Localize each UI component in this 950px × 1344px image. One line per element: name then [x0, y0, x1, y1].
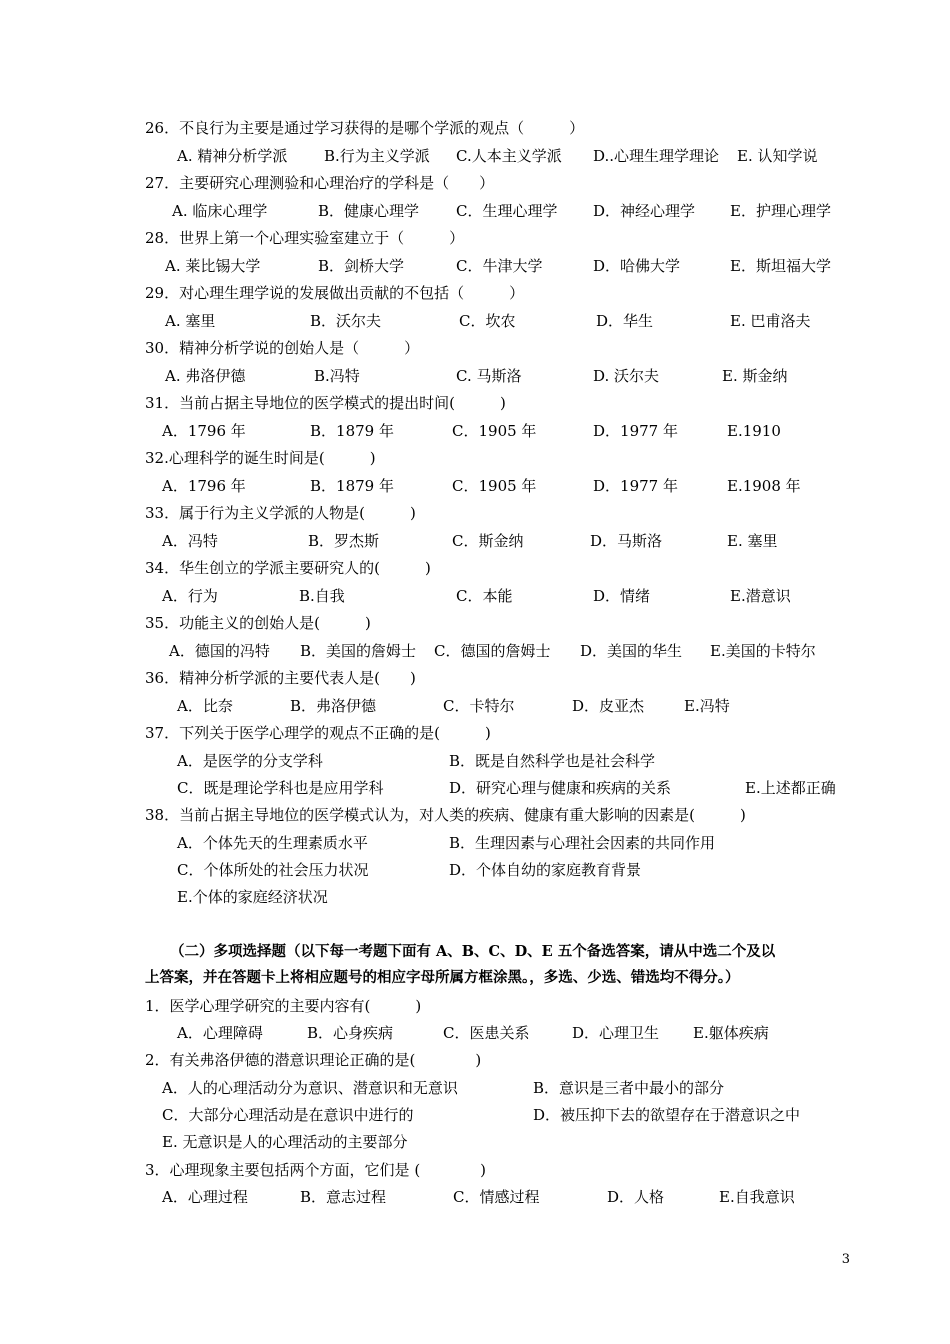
option: D．华生 — [596, 312, 654, 330]
option: B．心身疾病 — [307, 1024, 394, 1042]
option: B．意识是三者中最小的部分 — [533, 1079, 725, 1097]
option: A. 莱比锡大学 — [165, 257, 261, 275]
option: C.人本主义学派 — [456, 147, 562, 165]
option: B．既是自然科学也是社会科学 — [449, 752, 656, 770]
option: A．1796 年 — [162, 477, 246, 495]
option: C．斯金纳 — [452, 532, 524, 550]
option: A．1796 年 — [162, 422, 246, 440]
option: E.躯体疾病 — [693, 1024, 769, 1042]
option: D. 沃尔夫 — [593, 367, 660, 385]
option: A. 精神分析学派 — [177, 147, 288, 165]
option: E.美国的卡特尔 — [710, 642, 816, 660]
option: C．本能 — [456, 587, 513, 605]
option: B．生理因素与心理社会因素的共同作用 — [449, 834, 716, 852]
question-26: 26．不良行为主要是通过学习获得的是哪个学派的观点（ ） — [145, 119, 585, 137]
option: B．健康心理学 — [318, 202, 420, 220]
option: D．人格 — [607, 1188, 665, 1206]
option: A．德国的冯特 — [169, 642, 270, 660]
option: C．个体所处的社会压力状况 — [177, 861, 369, 879]
option: E.自我意识 — [719, 1188, 795, 1206]
option: C．牛津大学 — [456, 257, 543, 275]
option: D．哈佛大学 — [593, 257, 681, 275]
option: A．心理障碍 — [177, 1024, 263, 1042]
option: C．情感过程 — [453, 1188, 540, 1206]
option: D．情绪 — [593, 587, 651, 605]
option: E. 认知学说 — [737, 147, 818, 165]
option: D．个体自幼的家庭教育背景 — [449, 861, 642, 879]
question-30: 30．精神分析学说的创始人是（ ） — [145, 339, 420, 357]
option: A．比奈 — [177, 697, 233, 715]
question-35: 35．功能主义的创始人是( ) — [145, 614, 371, 632]
option: D．1977 年 — [593, 477, 678, 495]
option: C. 马斯洛 — [456, 367, 522, 385]
option: A．心理过程 — [162, 1188, 248, 1206]
question-33: 33．属于行为主义学派的人物是( ) — [145, 504, 416, 522]
question-38: 38．当前占据主导地位的医学模式认为，对人类的疾病、健康有重大影响的因素是( ) — [145, 806, 746, 824]
option: D．神经心理学 — [593, 202, 696, 220]
option: E.冯特 — [684, 697, 730, 715]
option: B．1879 年 — [310, 477, 394, 495]
option: C．德国的詹姆士 — [434, 642, 551, 660]
option: E．斯坦福大学 — [730, 257, 831, 275]
option: C．大部分心理活动是在意识中进行的 — [162, 1106, 414, 1124]
question-m2: 2．有关弗洛伊德的潜意识理论正确的是( ) — [145, 1051, 482, 1069]
section-heading-line2: 上答案，并在答题卡上将相应题号的相应字母所属方框涂黑。，多选、少选、错选均不得分。） — [145, 969, 740, 986]
option: E.个体的家庭经济状况 — [177, 888, 328, 906]
option: A. 临床心理学 — [172, 202, 268, 220]
option: D．被压抑下去的欲望存在于潜意识之中 — [533, 1106, 801, 1124]
option: D．研究心理与健康和疾病的关系 — [449, 779, 672, 797]
option: A．个体先天的生理素质水平 — [177, 834, 368, 852]
option: B．罗杰斯 — [308, 532, 380, 550]
question-27: 27．主要研究心理测验和心理治疗的学科是（ ） — [145, 174, 495, 192]
option: A. 塞里 — [165, 312, 216, 330]
option: D．1977 年 — [593, 422, 678, 440]
question-36: 36．精神分析学派的主要代表人是( ) — [145, 669, 416, 687]
question-29: 29．对心理生理学说的发展做出贡献的不包括（ ） — [145, 284, 525, 302]
option: B．美国的詹姆士 — [300, 642, 417, 660]
option: C．医患关系 — [443, 1024, 530, 1042]
option: C．1905 年 — [452, 477, 537, 495]
option: E. 斯金纳 — [722, 367, 788, 385]
option: E.潜意识 — [730, 587, 791, 605]
question-37: 37．下列关于医学心理学的观点不正确的是( ) — [145, 724, 491, 742]
option: E．护理心理学 — [730, 202, 831, 220]
option: C．1905 年 — [452, 422, 537, 440]
option: D..心理生理学理论 — [593, 147, 720, 165]
option: E. 塞里 — [727, 532, 778, 550]
option: B.自我 — [299, 587, 345, 605]
option: B．意志过程 — [300, 1188, 387, 1206]
option: C．生理心理学 — [456, 202, 558, 220]
question-m1: 1．医学心理学研究的主要内容有( ) — [145, 997, 422, 1015]
option: A．冯特 — [162, 532, 218, 550]
option: A．人的心理活动分为意识、潜意识和无意识 — [162, 1079, 458, 1097]
question-34: 34．华生创立的学派主要研究人的( ) — [145, 559, 431, 577]
option: C．既是理论学科也是应用学科 — [177, 779, 384, 797]
question-m3: 3．心理现象主要包括两个方面，它们是 ( ) — [145, 1161, 487, 1179]
option: C．坎农 — [459, 312, 516, 330]
option: B．沃尔夫 — [310, 312, 382, 330]
option: B．弗洛伊德 — [290, 697, 377, 715]
option: E. 无意识是人的心理活动的主要部分 — [162, 1133, 408, 1151]
option: D．心理卫生 — [572, 1024, 660, 1042]
section-heading-line1: （二）多项选择题（以下每一考题下面有 A、B、C、D、E 五个备选答案，请从中选二个及以 — [170, 943, 776, 960]
question-32: 32.心理科学的诞生时间是( ) — [145, 449, 376, 467]
option: A．是医学的分支学科 — [177, 752, 323, 770]
page-number: 3 — [841, 1252, 850, 1267]
option: B.冯特 — [314, 367, 360, 385]
option: E.1908 年 — [727, 477, 801, 495]
option: B．1879 年 — [310, 422, 394, 440]
option: C．卡特尔 — [443, 697, 515, 715]
option: B.行为主义学派 — [324, 147, 430, 165]
question-31: 31．当前占据主导地位的医学模式的提出时间( ) — [145, 394, 506, 412]
option: B．剑桥大学 — [318, 257, 405, 275]
option: E.1910 — [727, 422, 781, 440]
option: D．皮亚杰 — [572, 697, 645, 715]
option: A．行为 — [162, 587, 218, 605]
option: A. 弗洛伊德 — [165, 367, 246, 385]
option: D．美国的华生 — [580, 642, 683, 660]
option: E.上述都正确 — [745, 779, 836, 797]
question-28: 28．世界上第一个心理实验室建立于（ ） — [145, 229, 465, 247]
option: D．马斯洛 — [590, 532, 663, 550]
option: E. 巴甫洛夫 — [730, 312, 811, 330]
